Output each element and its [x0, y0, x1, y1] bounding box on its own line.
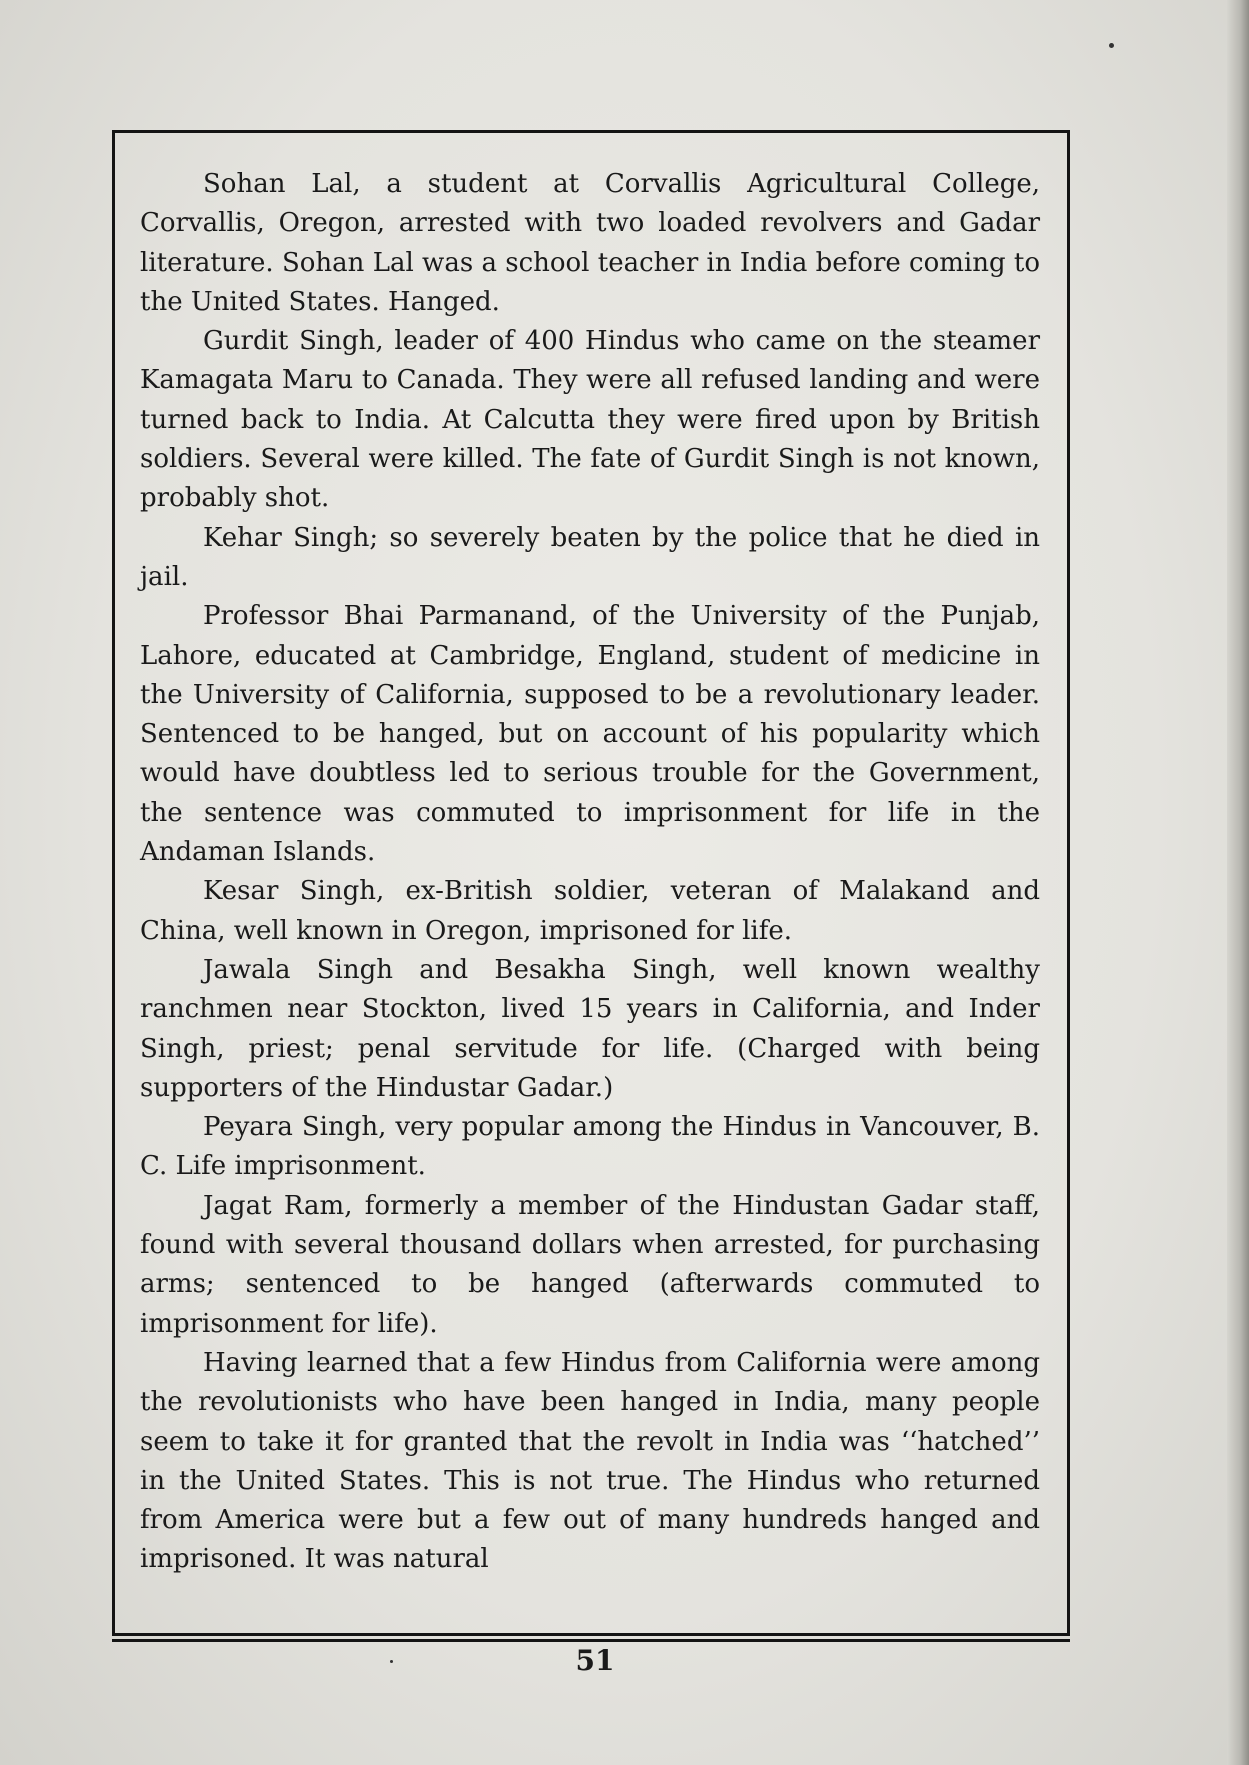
paragraph-kehar-singh: Kehar Singh; so severely beaten by the police that he died in jail.	[140, 522, 1040, 592]
paragraph-revolt-origin: Having learned that a few Hindus from California were among the revolutionists who have been hanged in India, many people seem to take it for granted that the revolt in India was ‘‘hatched’’ in the United States. This is not true. The Hindus who returned from America were but a few out of many hundreds hanged and imprisoned. It was natural	[140, 1347, 1040, 1575]
paper-speck	[390, 1660, 393, 1663]
paragraph-gurdit-singh: Gurdit Singh, leader of 400 Hindus who came on the steamer Kamagata Maru to Canada. They were all refused landing and were turned back to India. At Calcutta they were fired upon by British soldiers. Several were killed. The fate of Gurdit Singh is not known, probably shot.	[140, 326, 1040, 514]
page-edge-shadow	[1227, 0, 1249, 1765]
paper-speck	[1109, 43, 1114, 48]
paragraph-sohan-lal: Sohan Lal, a student at Corvallis Agricultural College, Corvallis, Oregon, arrested with two loaded revolvers and Gadar literature. Sohan Lal was a school teacher in India before coming to the United States. Hanged.	[140, 169, 1040, 317]
paragraph-jawala-besakha-singh: Jawala Singh and Besakha Singh, well known wealthy ranchmen near Stockton, lived 15 years in California, and Inder Singh, priest; penal servitude for life. (Charged with being supporters of the Hindustar Gadar.)	[140, 954, 1040, 1103]
paragraph-jagat-ram: Jagat Ram, formerly a member of the Hindustan Gadar staff, found with several thousand dollars when arrested, for purchasing arms; sentenced to be hanged (afterwards commuted to imprisonment for life).	[140, 1190, 1040, 1339]
paragraph-peyara-singh: Peyara Singh, very popular among the Hindus in Vancouver, B. C. Life imprisonment.	[140, 1112, 1040, 1182]
page-text-body	[140, 165, 1040, 1580]
paragraph-kesar-singh: Kesar Singh, ex-British soldier, veteran of Malakand and China, well known in Oregon, imprisoned for life.	[140, 876, 1040, 946]
paragraph-bhai-parmanand: Professor Bhai Parmanand, of the University of the Punjab, Lahore, educated at Cambridge, England, student of medicine in the University of California, supposed to be a revolutionary leader. Sentenced to be hanged, but on account of his popularity which would have doubtless led to serious trouble for the Government, the sentence was commuted to imprisonment for life in the Andaman Islands.	[140, 601, 1040, 868]
page-number: 51	[575, 1644, 615, 1677]
